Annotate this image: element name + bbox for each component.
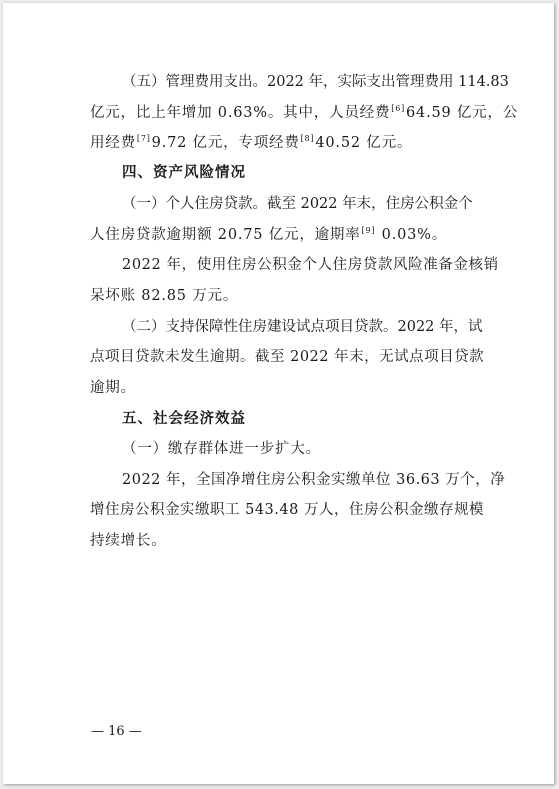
growth-line-2: 增住房公积金实缴职工 543.48 万人，住房公积金缴存规模 xyxy=(90,502,484,518)
loan-text: 人住房贷款逾期额 20.75 亿元，逾期率 xyxy=(90,227,361,243)
pilot-line-2: 点项目贷款未发生逾期。截至 2022 年末，无试点项目贷款 xyxy=(90,349,485,365)
pilot-label: （二）支持保障性住房建设试点项目贷款。 xyxy=(122,319,398,335)
footnote-ref: [7] xyxy=(136,134,151,143)
loan-label: （一）个人住房贷款。 xyxy=(122,196,267,212)
mgmt-text: 9.72 亿元，专项经费 xyxy=(151,135,300,151)
pilot-line-1 xyxy=(122,317,483,337)
mgmt-text: 40.52 亿元。 xyxy=(315,135,413,151)
loan-line-2 xyxy=(90,225,447,245)
mgmt-text: 用经费 xyxy=(90,135,136,151)
section-heading-benefit: 五、社会经济效益 xyxy=(122,411,246,427)
document-page xyxy=(3,3,554,784)
footnote-ref: [6] xyxy=(391,104,406,113)
mgmt-text: 2022 年，实际支出管理费用 114.83 xyxy=(267,74,509,90)
mgmt-line-2 xyxy=(90,103,518,123)
pilot-text: 2022 年，试 xyxy=(397,319,483,335)
mgmt-line-1 xyxy=(122,72,509,92)
loan-text: 截至 2022 年末，住房公积金个 xyxy=(267,196,473,212)
writeoff-line-1: 2022 年，使用住房公积金个人住房贷款风险准备金核销 xyxy=(122,257,499,273)
mgmt-label: （五）管理费用支出。 xyxy=(122,74,267,90)
growth-line-3: 持续增长。 xyxy=(90,533,167,549)
page-number: — 16 — xyxy=(91,724,142,739)
subheading-group: （一）缴存群体进一步扩大。 xyxy=(122,441,321,457)
mgmt-line-3 xyxy=(90,133,412,153)
pilot-line-3: 逾期。 xyxy=(90,380,136,396)
mgmt-text: 64.59 亿元，公 xyxy=(406,105,519,121)
loan-text: 0.03%。 xyxy=(376,227,448,243)
loan-line-1 xyxy=(122,194,473,214)
section-heading-risk: 四、资产风险情况 xyxy=(122,165,246,181)
growth-line-1: 2022 年，全国净增住房公积金实缴单位 36.63 万个，净 xyxy=(122,472,506,488)
mgmt-text: 亿元，比上年增加 0.63%。其中，人员经费 xyxy=(90,105,391,121)
footnote-ref: [8] xyxy=(300,134,315,143)
writeoff-line-2: 呆坏账 82.85 万元。 xyxy=(90,288,239,304)
footnote-ref: [9] xyxy=(361,226,376,235)
